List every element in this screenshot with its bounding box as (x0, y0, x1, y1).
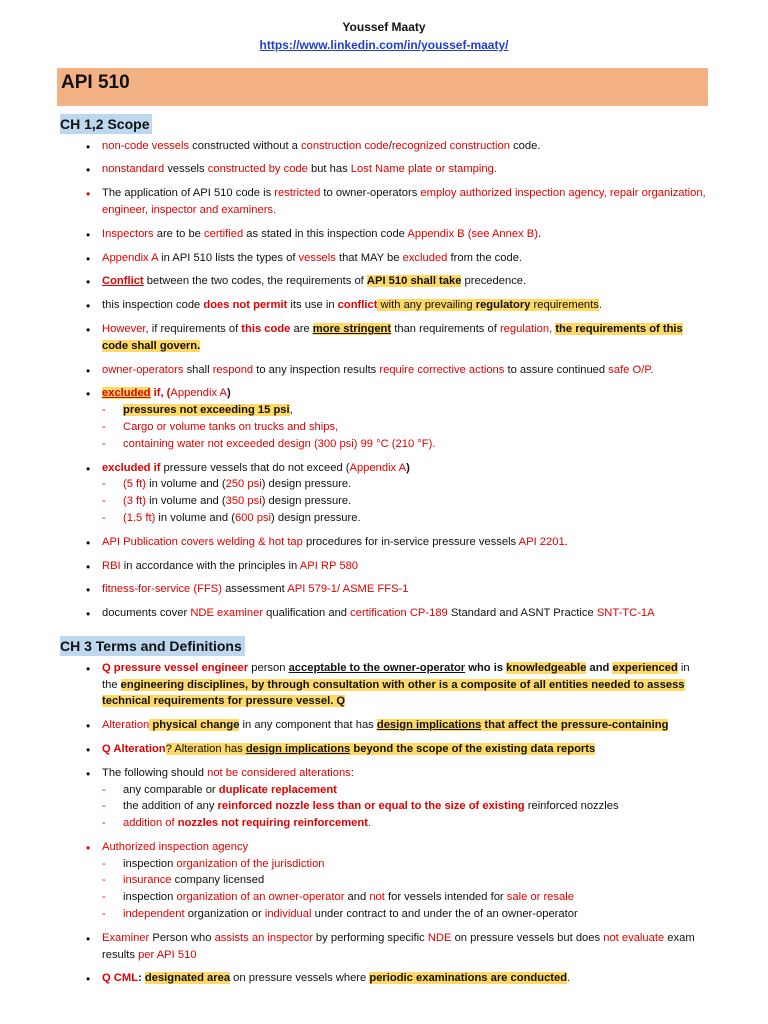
list-item: • non-code vessels constructed without a construction code/recognized construction code. (0, 138, 768, 155)
list-item: • Q pressure vessel engineer person acceptable to the owner-operator who is knowledgeable and experienced in the engineering disciplines, by through consultation with other is a composite of all entities needed to assess technical requirements for pressure vessel. Q (0, 660, 768, 710)
list-item: • Appendix A in API 510 lists the types of vessels that MAY be excluded from the code. (0, 250, 768, 267)
sub-list-item: - addition of nozzles not requiring reinforcement. (102, 815, 706, 832)
list-item: • API Publication covers welding & hot tap procedures for in-service pressure vessels API 2201. (0, 534, 768, 551)
sub-list-item: - inspection organization of an owner-operator and not for vessels intended for sale or resale (102, 889, 706, 906)
document-title: API 510 (57, 68, 708, 106)
list-item: • Authorized inspection agency - inspection organization of the jurisdiction - insurance company licensed - inspection organization of an owner-operator and not for vessels intended for sale or resale - independent organization or individual under contract to and under the of an owner-operator (0, 839, 768, 923)
sub-list (102, 856, 706, 923)
list-item: • owner-operators shall respond to any inspection results require corrective actions to assure continued safe O/P. (0, 362, 768, 379)
linkedin-link[interactable]: https://www.linkedin.com/in/youssef-maaty/ (259, 38, 509, 52)
list-item: • Q Alteration? Alteration has design implications beyond the scope of the existing data reports (0, 741, 768, 758)
list-item: • However, if requirements of this code are more stringent than requirements of regulation, the requirements of this code shall govern. (0, 321, 768, 355)
sub-list-item: - independent organization or individual under contract to and under the of an owner-operator (102, 906, 706, 923)
chapter-heading-scope: CH 1,2 Scope (60, 114, 768, 135)
sub-list-item: - (3 ft) in volume and (350 psi) design pressure. (102, 493, 706, 510)
sub-list (102, 476, 706, 526)
sub-list-item: - insurance company licensed (102, 872, 706, 889)
sub-list-item: - any comparable or duplicate replacement (102, 782, 706, 799)
sub-list-item: - containing water not exceeded design (300 psi) 99 °C (210 °F). (102, 436, 706, 453)
sub-list-item: - Cargo or volume tanks on trucks and ships, (102, 419, 706, 436)
chapter-heading-terms: CH 3 Terms and Definitions (60, 636, 768, 657)
sub-list-item: - the addition of any reinforced nozzle less than or equal to the size of existing reinforced nozzles (102, 798, 706, 815)
list-item: • fitness-for-service (FFS) assessment API 579-1/ ASME FFS-1 (0, 581, 768, 598)
list-item: • The application of API 510 code is restricted to owner-operators employ authorized inspection agency, repair organization, engineer, inspector and examiners. (0, 185, 768, 219)
sub-list-item: - pressures not exceeding 15 psi, (102, 402, 706, 419)
sub-list-item: - (5 ft) in volume and (250 psi) design pressure. (102, 476, 706, 493)
list-item: • Inspectors are to be certified as stated in this inspection code Appendix B (see Annex B). (0, 226, 768, 243)
list-item: • Conflict between the two codes, the requirements of API 510 shall take precedence. (0, 273, 768, 290)
list-item: • Examiner Person who assists an inspector by performing specific NDE on pressure vessels but does not evaluate exam results per API 510 (0, 930, 768, 964)
list-item: • excluded if pressure vessels that do not exceed (Appendix A) - (5 ft) in volume and (250 psi) design pressure. - (3 ft) in volume and (350 psi) design pressure. - (1.5 ft) in volume and (600 psi) design pressure. (0, 460, 768, 527)
list-item: • excluded if, (Appendix A) - pressures not exceeding 15 psi, - Cargo or volume tanks on trucks and ships, - containing water not exceeded design (300 psi) 99 °C (210 °F). (0, 385, 768, 452)
sub-list (102, 782, 706, 832)
sub-list-item: - inspection organization of the jurisdiction (102, 856, 706, 873)
author-name: Youssef Maaty (342, 20, 426, 34)
list-item: • Alteration physical change in any component that has design implications that affect the pressure-containing (0, 717, 768, 734)
terms-list (0, 660, 768, 988)
list-item: • RBI in accordance with the principles in API RP 580 (0, 558, 768, 575)
sub-list (102, 402, 706, 452)
document-header (0, 0, 768, 55)
list-item: • Q CML: designated area on pressure vessels where periodic examinations are conducted. (0, 970, 768, 987)
list-item: • nonstandard vessels constructed by code but has Lost Name plate or stamping. (0, 161, 768, 178)
list-item: • documents cover NDE examiner qualification and certification CP-189 Standard and ASNT Practice SNT-TC-1A (0, 605, 768, 622)
list-item: • this inspection code does not permit its use in conflict with any prevailing regulatory requirements. (0, 297, 768, 314)
scope-list (0, 138, 768, 622)
list-item: • The following should not be considered alterations: - any comparable or duplicate replacement - the addition of any reinforced nozzle less than or equal to the size of existing reinforced nozzles - addition of nozzles not requiring reinforcement. (0, 765, 768, 832)
sub-list-item: - (1.5 ft) in volume and (600 psi) design pressure. (102, 510, 706, 527)
